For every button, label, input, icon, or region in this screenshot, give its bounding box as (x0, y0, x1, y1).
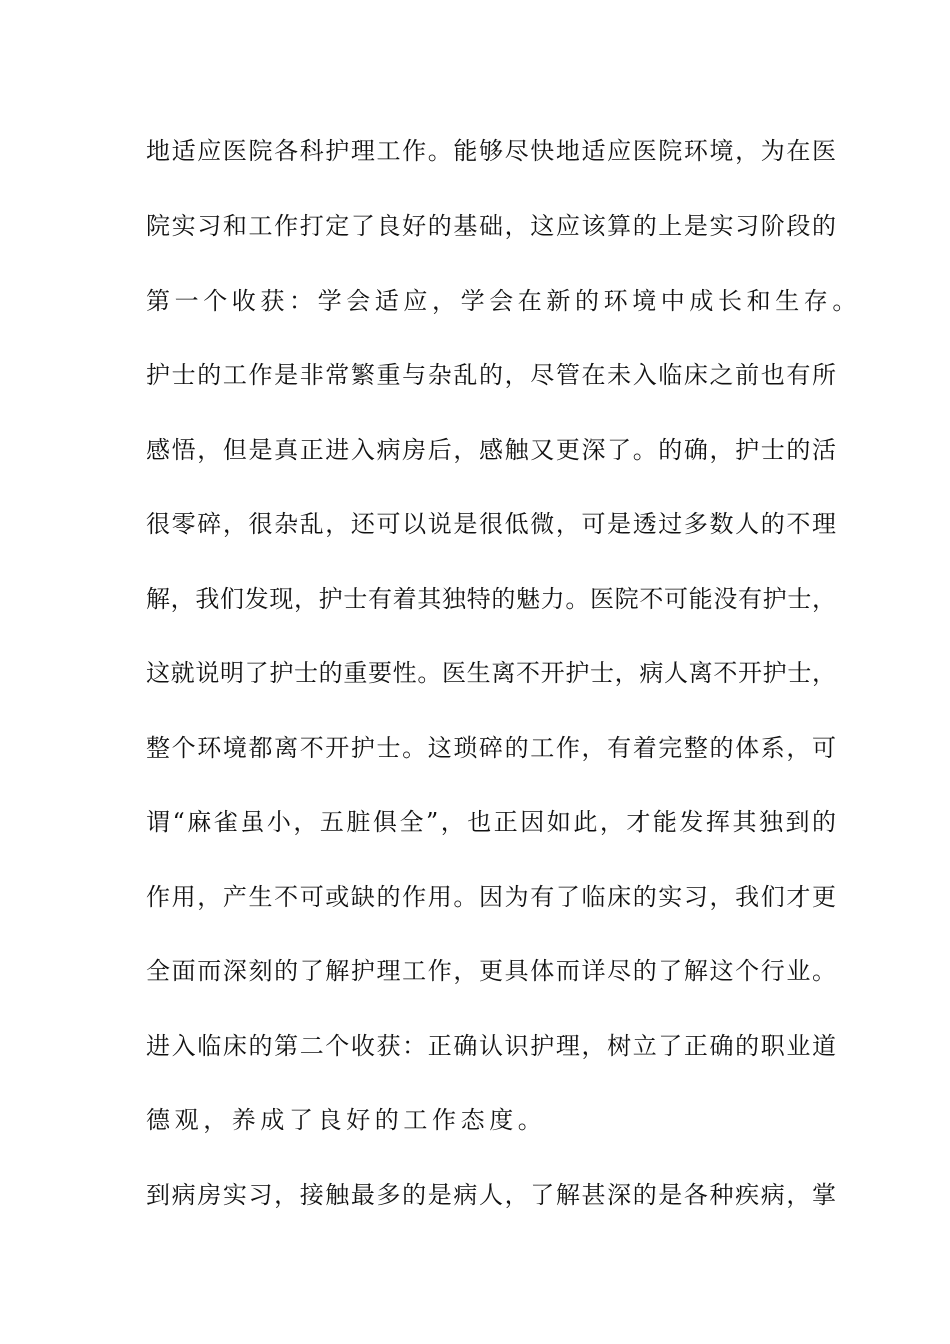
text-line: 全面而深刻的了解护理工作，更具体而详尽的了解这个行业。 (146, 957, 836, 985)
text-line: 作用，产生不可或缺的作用。因为有了临床的实习，我们才更 (146, 883, 836, 911)
text-line: 到病房实习，接触最多的是病人，了解甚深的是各种疾病，掌 (146, 1181, 836, 1209)
text-line: 德观，养成了良好的工作态度。 (146, 1106, 547, 1134)
text-line: 第一个收获：学会适应，学会在新的环境中成长和生存。 (146, 287, 861, 315)
text-line: 很零碎，很杂乱，还可以说是很低微，可是透过多数人的不理 (146, 510, 836, 538)
text-line: 院实习和工作打定了良好的基础，这应该算的上是实习阶段的 (146, 212, 836, 240)
text-line: 整个环境都离不开护士。这琐碎的工作，有着完整的体系，可 (146, 734, 836, 762)
text-line: 地适应医院各科护理工作。能够尽快地适应医院环境，为在医 (146, 137, 836, 165)
text-line: 感悟，但是真正进入病房后，感触又更深了。的确，护士的活 (146, 436, 836, 464)
text-line: 解，我们发现，护士有着其独特的魅力。医院不可能没有护士， (146, 585, 836, 613)
text-line: 这就说明了护士的重要性。医生离不开护士，病人离不开护士， (146, 659, 836, 687)
text-line: 护士的工作是非常繁重与杂乱的，尽管在未入临床之前也有所 (146, 361, 836, 389)
text-line: 进入临床的第二个收获：正确认识护理，树立了正确的职业道 (146, 1032, 836, 1060)
text-line: 谓“麻雀虽小，五脏俱全”，也正因如此，才能发挥其独到的 (146, 808, 836, 836)
